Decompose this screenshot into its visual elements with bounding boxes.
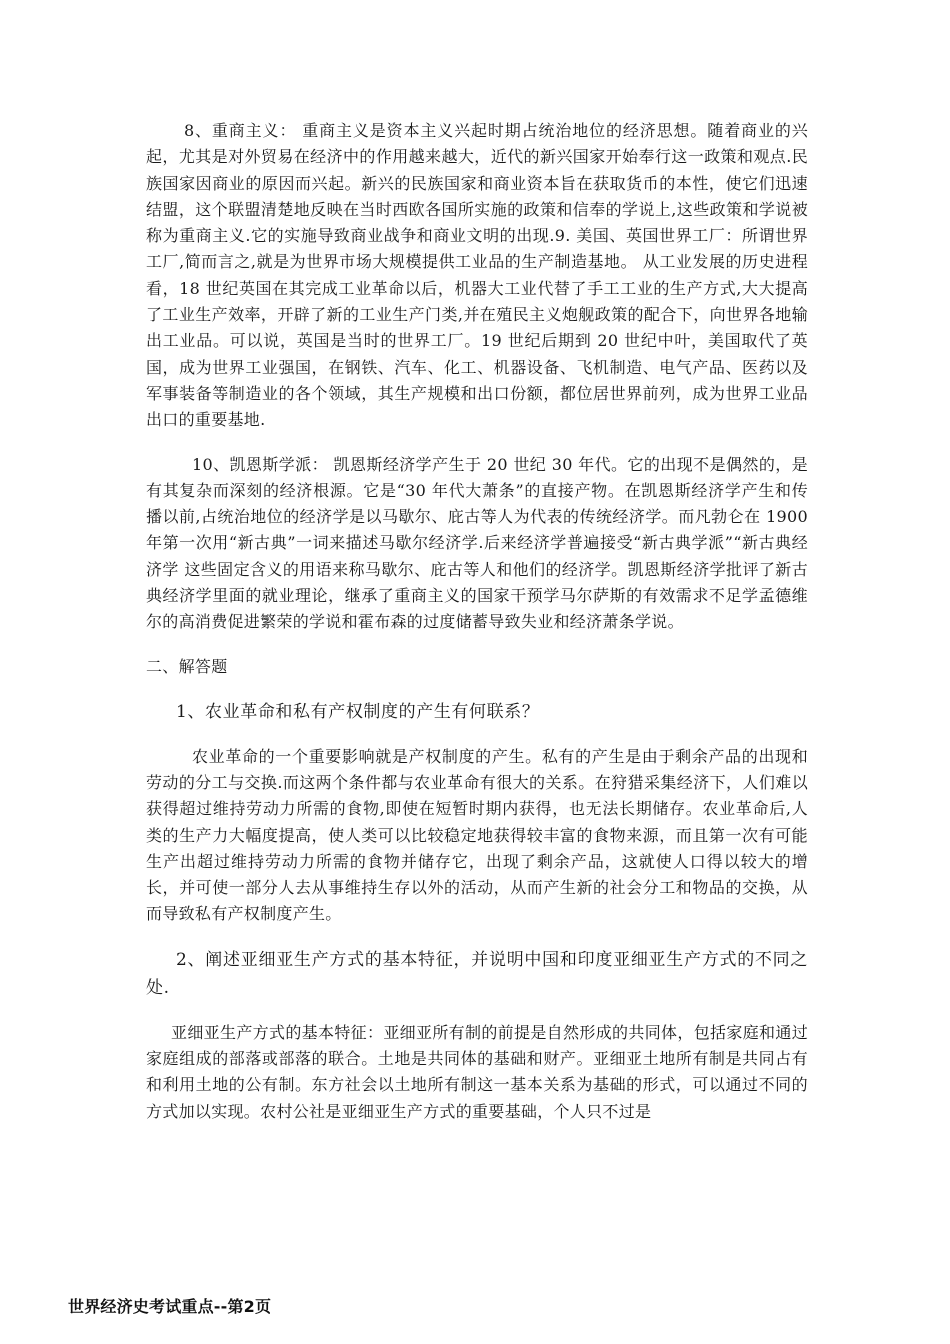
paragraph-keynesian-school: 10、凯恩斯学派： 凯恩斯经济学产生于 20 世纪 30 年代。它的出现不是偶然的，是有其复杂而深刻的经济根源。它是“30 年代大萧条”的直接产物。在凯恩斯经济学产生和传播以前,占统治地位的经济学是以马歇尔、庇古等人为代表的传统经济学。而凡勃仑在 1900 年第一次用“新古典”一词来描述马歇尔经济学.后来经济学普遍接受“新古典学派”“新古典经济学 这些固定含义的用语来称马歇尔、庇古等人和他们的经济学。凯恩斯经济学批评了新古典经济学里面的就业理论，继承了重商主义的国家干预学马尔萨斯的有效需求不足学孟德维尔的高消费促进繁荣的学说和霍布森的过度储蓄导致失业和经济萧条学说。 [146, 454, 808, 632]
paragraph-mercantilism: 8、重商主义： 重商主义是资本主义兴起时期占统治地位的经济思想。随着商业的兴起，尤其是对外贸易在经济中的作用越来越大，近代的新兴国家开始奉行这一政策和观点.民族国家因商业的原因而兴起。新兴的民族国家和商业资本旨在获取货币的本性，使它们迅速结盟，这个联盟清楚地反映在当时西欧各国所实施的政策和信奉的学说上,这些政策和学说被称为重商主义.它的实施导致商业战争和商业文明的出现.9. 美国、英国世界工厂：所谓世界工厂,简而言之,就是为世界市场大规模提供工业品的生产制造基地。 从工业发展的历史进程看，18 世纪英国在其完成工业革命以后，机器大工业代替了手工工业的生产方式,大大提高了工业生产效率，开辟了新的工业生产门类,并在殖民主义炮舰政策的配合下，向世界各地输出工业品。可以说，英国是当时的世界工厂。19 世纪后期到 20 世纪中叶，美国取代了英国，成为世界工业强国，在钢铁、汽车、化工、机器设备、飞机制造、电气产品、医药以及军事装备等制造业的各个领域，其生产规模和出口份额，都位居世界前列，成为世界工业品出口的重要基地. [146, 121, 808, 430]
question-1: 1、农业革命和私有产权制度的产生有何联系？ [176, 701, 540, 722]
page-footer: 世界经济史考试重点--第2页 [68, 1297, 272, 1316]
document-body [146, 118, 808, 1143]
answer-1: 农业革命的一个重要影响就是产权制度的产生。私有的产生是由于剩余产品的出现和劳动的分工与交换.而这两个条件都与农业革命有很大的关系。在狩猎采集经济下，人们难以获得超过维持劳动力所需的食物,即使在短暂时期内获得，也无法长期储存。农业革命后,人类的生产力大幅度提高，使人类可以比较稳定地获得较丰富的食物来源，而且第一次有可能生产出超过维持劳动力所需的食物并储存它，出现了剩余产品，这就使人口得以较大的增长，并可使一部分人去从事维持生存以外的活动，从而产生新的社会分工和物品的交换，从而导致私有产权制度产生。 [146, 746, 808, 924]
answer-2: 亚细亚生产方式的基本特征：亚细亚所有制的前提是自然形成的共同体，包括家庭和通过家庭组成的部落或部落的联合。土地是共同体的基础和财产。亚细亚土地所有制是共同占有和利用土地的公有制。东方社会以土地所有制这一基本关系为基础的形式，可以通过不同的方式加以实现。农村公社是亚细亚生产方式的重要基础，个人只不过是 [146, 1022, 808, 1121]
question-2: 2、阐述亚细亚生产方式的基本特征，并说明中国和印度亚细亚生产方式的不同之处. [146, 949, 808, 998]
section-heading: 二、解答题 [146, 656, 228, 676]
